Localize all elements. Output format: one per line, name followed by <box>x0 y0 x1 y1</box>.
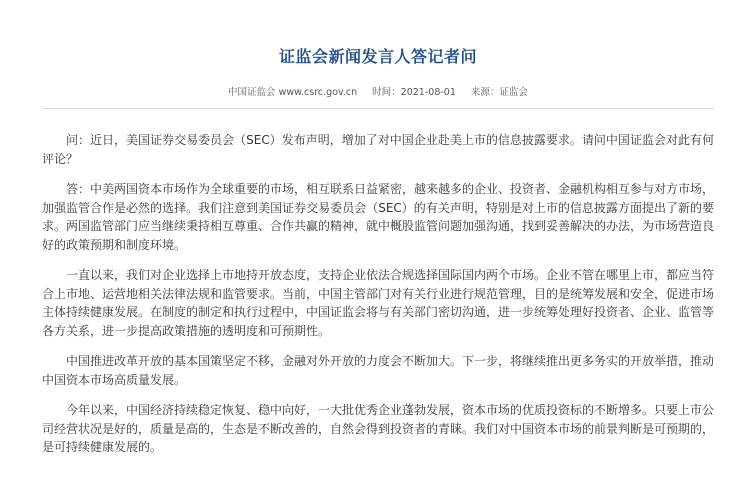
article-body <box>42 131 714 457</box>
paragraph-answer-3: 中国推进改革开放的基本国策坚定不移，金融对外开放的力度会不断加大。下一步，将继续推出更多务实的开放举措，推动中国资本市场高质量发展。 <box>42 354 715 387</box>
paragraph-question: 问：近日，美国证券交易委员会（SEC）发布声明，增加了对中国企业赴美上市的信息披露要求。请问中国证监会对此有何评论？ <box>42 133 714 166</box>
article-title: 证监会新闻发言人答记者问 <box>278 47 477 66</box>
paragraph-answer-1: 答：中美两国资本市场作为全球重要的市场，相互联系日益紧密，越来越多的企业、投资者、金融机构相互参与对方市场，加强监管合作是必然的选择。我们注意到美国证券交易委员会（SEC）的有关声明，特别是对上市的信息披露方面提出了新的要求。两国监管部门应当继续秉持相互尊重、合作共赢的精神，就中概股监管问题加强沟通，找到妥善解决的办法，为市场营造良好的政策预期和制度环境。 <box>42 182 715 252</box>
paragraph-answer-2: 一直以来，我们对企业选择上市地持开放态度，支持企业依法合规选择国际国内两个市场。企业不管在哪里上市，都应当符合上市地、运营地相关法律法规和监管要求。当前，中国主管部门对有关行业进行规范管理，目的是统筹发展和安全，促进市场主体持续健康发展。在制度的制定和执行过程中，中国证监会将与有关部门密切沟通，进一步统筹处理好投资者、企业、监管等各方关系，进一步提高政策措施的透明度和可预期性。 <box>42 268 715 338</box>
meta-divider <box>42 108 714 109</box>
paragraph-answer-4: 今年以来，中国经济持续稳定恢复、稳中向好，一大批优秀企业蓬勃发展，资本市场的优质投资标的不断增多。只要上市公司经营状况是好的，质量是高的，生态是不断改善的，自然会得到投资者的青睐。我们对中国资本市场的前景判断是可预期的，是可持续健康发展的。 <box>42 403 715 454</box>
article-meta <box>42 86 714 100</box>
meta-source-site: 中国证监会 www.csrc.gov.cn <box>228 87 358 98</box>
meta-origin: 来源：证监会 <box>470 87 528 98</box>
meta-time: 时间：2021-08-01 <box>372 87 456 98</box>
